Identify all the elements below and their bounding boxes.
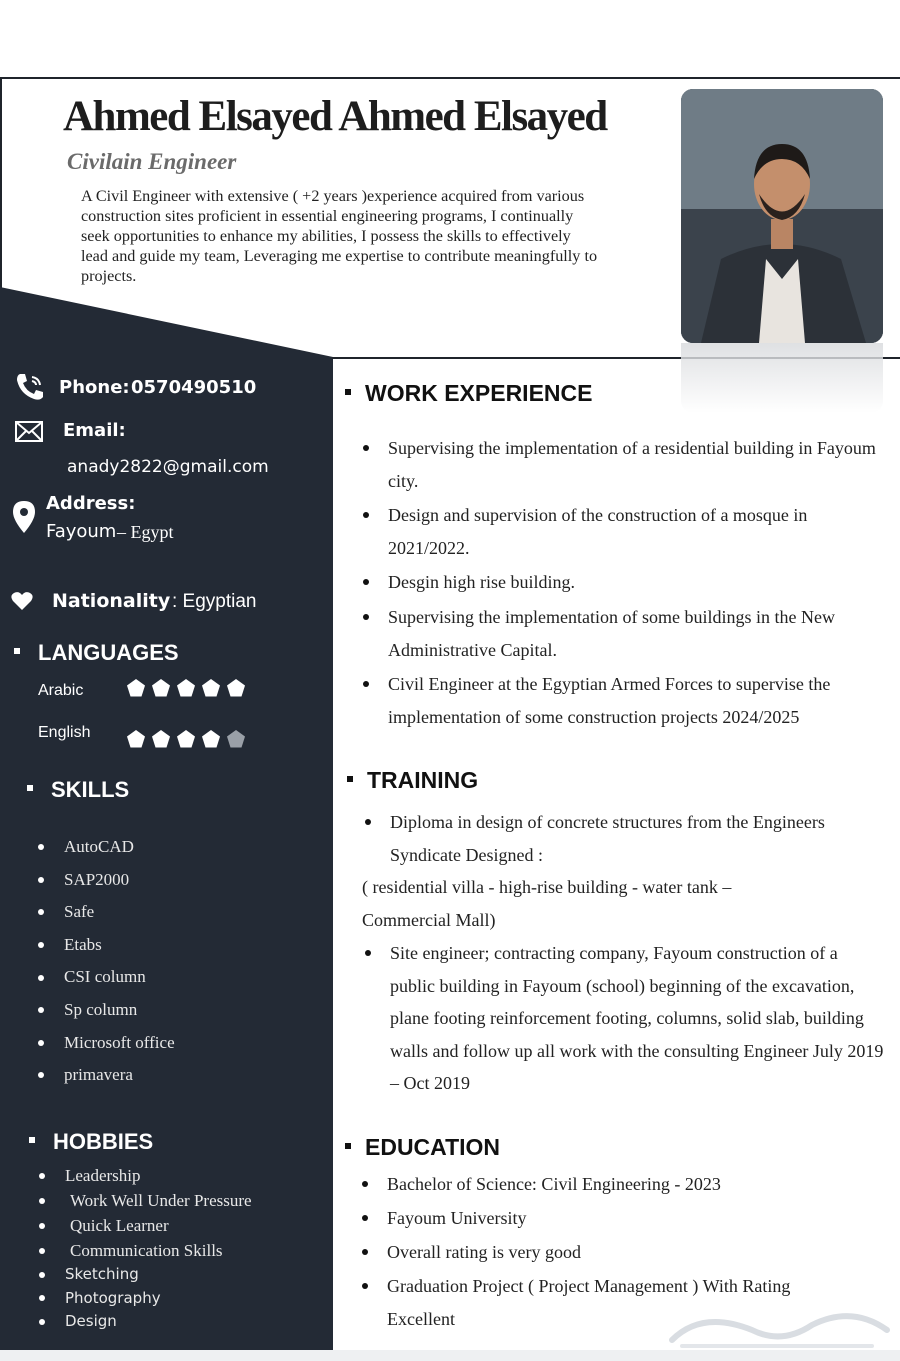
education-item: Overall rating is very good [387, 1236, 847, 1269]
rating-filled-icon [201, 678, 221, 698]
candidate-name: Ahmed Elsayed Ahmed Elsayed [63, 93, 607, 140]
address-label: Address: [46, 493, 136, 514]
top-rule [0, 77, 900, 79]
heart-icon [11, 591, 33, 616]
training-list-2 [390, 937, 885, 1100]
rating-filled-icon [126, 729, 146, 749]
language-name: Arabic [38, 682, 84, 699]
hobby-item: Sketching [65, 1263, 252, 1287]
nationality-value: : Egyptian [172, 591, 257, 612]
hobby-item: Design [65, 1310, 252, 1334]
phone-label: Phone: [59, 377, 130, 398]
hobby-item: Photography [65, 1287, 252, 1311]
email-value: anady2822@gmail.com [67, 457, 269, 477]
nationality-label: Nationality [52, 590, 171, 612]
work-item: Desgin high rise building. [388, 566, 878, 599]
work-item: Civil Engineer at the Egyptian Armed Forces to supervise the implementation of some construction projects 2024/2025 [388, 668, 878, 733]
skill-item: primavera [64, 1059, 175, 1092]
skill-item: SAP2000 [64, 864, 175, 897]
skill-item: AutoCAD [64, 831, 175, 864]
rating-empty-icon [226, 729, 246, 749]
language-rating [126, 678, 251, 703]
training-item: Diploma in design of concrete structures from the Engineers Syndicate Designed : [390, 806, 860, 871]
work-item: Supervising the implementation of some buildings in the New Administrative Capital. [388, 601, 878, 666]
photo-reflection [681, 343, 883, 413]
skill-item: Safe [64, 896, 175, 929]
email-label: Email: [63, 420, 126, 441]
training-note: ( residential villa - high-rise building - water tank – Commercial Mall) [362, 877, 732, 930]
hobby-item: Leadership [65, 1163, 252, 1188]
rating-filled-icon [201, 729, 221, 749]
skills-heading: SKILLS [27, 777, 129, 803]
work-experience-heading: WORK EXPERIENCE [345, 380, 592, 407]
work-item: Supervising the implementation of a residential building in Fayoum city. [388, 432, 878, 497]
education-item: Graduation Project ( Project Management ) With Rating Excellent [387, 1270, 847, 1335]
hobby-item: Work Well Under Pressure [65, 1188, 252, 1213]
rating-filled-icon [226, 678, 246, 698]
work-experience-list [388, 432, 878, 733]
training-list [390, 806, 860, 871]
location-pin-icon [12, 500, 36, 539]
rating-filled-icon [176, 729, 196, 749]
skills-list [64, 831, 175, 1092]
rating-filled-icon [151, 678, 171, 698]
language-name: English [38, 724, 91, 741]
language-rating [126, 729, 251, 754]
skill-item: Etabs [64, 929, 175, 962]
email-icon [15, 420, 43, 449]
training-item: Site engineer; contracting company, Fayoum construction of a public building in Fayoum (school) beginning of the excavation, plane footing reinforcement footing, columns, solid slab, building walls and follow up all work with the consulting Engineer July 2019 – Oct 2019 [390, 937, 885, 1100]
left-rule [0, 77, 2, 297]
phone-value: 0570490510 [131, 377, 257, 398]
hobbies-heading: HOBBIES [29, 1129, 153, 1155]
profile-summary: A Civil Engineer with extensive ( +2 years )experience acquired from various construction sites proficient in essential engineering programs, I continually seek opportunities to enhance my abilities, I possess the skills to effectively lead and guide my team, Leveraging me expertise to contribute meaningfully to projects. [81, 187, 598, 285]
rating-filled-icon [176, 678, 196, 698]
hobby-item: Communication Skills [65, 1238, 252, 1263]
skill-item: Sp column [64, 994, 175, 1027]
rating-filled-icon [126, 678, 146, 698]
education-item: Fayoum University [387, 1202, 847, 1235]
phone-icon [14, 371, 46, 408]
job-title: Civilain Engineer [67, 149, 237, 174]
hobbies-list [65, 1163, 252, 1334]
address-city: Fayoum [46, 521, 117, 542]
skill-item: Microsoft office [64, 1027, 175, 1060]
work-item: Design and supervision of the construction of a mosque in 2021/2022. [388, 499, 878, 564]
address-country: – Egypt [117, 522, 174, 542]
training-heading: TRAINING [347, 767, 478, 794]
education-item: Bachelor of Science: Civil Engineering - 2023 [387, 1168, 847, 1201]
rating-filled-icon [151, 729, 171, 749]
education-heading: EDUCATION [345, 1134, 500, 1161]
languages-heading: LANGUAGES [14, 640, 179, 666]
watermark-logo [662, 1300, 897, 1357]
skill-item: CSI column [64, 961, 175, 994]
hobby-item: Quick Learner [65, 1213, 252, 1238]
profile-photo [681, 89, 883, 343]
